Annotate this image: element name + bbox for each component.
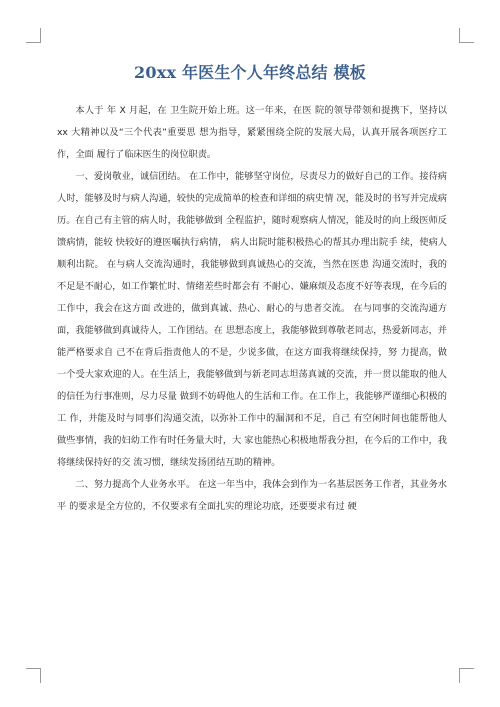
crop-mark-bottom-right (459, 668, 474, 683)
paragraph-section-2: 二、努力提高个人业务水平。 在这一年当中，我体会到作为一名基层医务工作者，其业务水平 的要求是全方位的，不仅要求有全面扎实的理论功底，还要要求有过 硬 (57, 479, 447, 512)
paragraph-section-1: 一、爱岗敬业，诚信团结。 在工作中，能够坚守岗位，尽责尽力的做好自己的工作。接待病 人时，能够及时与病人沟通，较快的完成简单的检查和详细的病史情 况，能及时的书写并完成病历。在自己有主管的病人时，我能够做到 全程监护，随时观察病人情况，能及时的向上级医师反馈病情，能较 快较好的遵医嘱执行病情， 病人出院时能积极热心的帮其办理出院手 续，使病人顺利出院。 在与病人交流沟通时，我能够做到真诚热心的交流，当然在医患 沟通交流时，我的不足是不耐心，如工作繁忙时、情绪差些时都会有 不耐心、嫌麻烦及态度不好等表现，在今后的工作中，我会在这方面 改进的，做到真诚、热心、耐心的与患者交流。 在与同事的交流沟通方面，我能够做到真诚待人，工作团结。在 思想态度上，我能够做到尊敬老同志，热爱新同志，并能严格要求自 己不在背后指责他人的不是，少说多做，在这方面我将继续保持，努 力提高，做一个受大家欢迎的人。在生活上，我能够做到与新老同志坦荡真诚的交流，并一贯以能取的他人的信任为行事准则，尽力尽量 做到不妨碍他人的生活和工作。在工作上，我能够严谨细心积极的工 作，并能及时与同事们沟通交流，以弥补工作中的漏洞和不足，自己 有空闲时间也能帮他人做些事情，我的妇幼工作有时任务量大时，大 家也能热心积极地帮我分担，在今后的工作中，我将继续保持好的交 流习惯，继续发扬团结互助的精神。 (57, 171, 447, 468)
crop-mark-top-right (459, 28, 474, 43)
paragraph-intro: 本人于 年 X 月起，在 卫生院开始上班。这一年来，在医 院的领导带领和提携下，坚持以 xx 大精神以及“三个代表”重要思 想为指导，紧紧围绕全院的发展大局，认真开展各项医疗工作，全面 履行了临床医生的岗位职责。 (57, 105, 447, 160)
document-body (57, 100, 447, 518)
crop-mark-bottom-left (26, 668, 41, 683)
crop-mark-top-left (26, 28, 41, 43)
document-title: 20xx 年医生个人年终总结 模板 (134, 63, 366, 82)
